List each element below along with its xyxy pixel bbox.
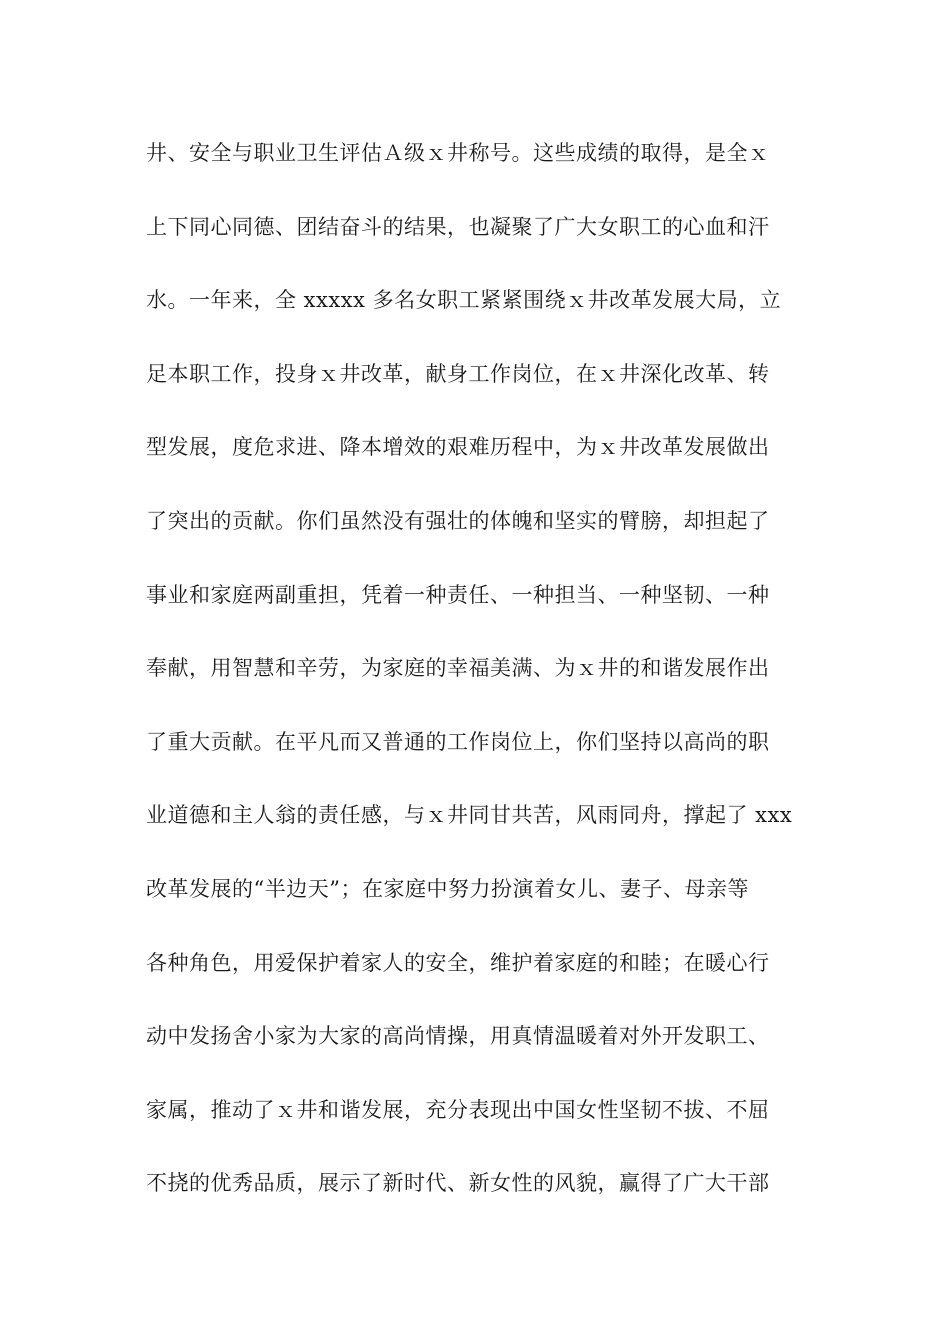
body-text	[146, 131, 826, 1235]
text-line: 了重大贡献。在平凡而又普通的工作岗位上，你们坚持以高尚的职	[146, 729, 770, 754]
text-line: 型发展，度危求进、降本增效的艰难历程中，为ｘ井改革发展做出	[146, 435, 770, 460]
text-line: 业道德和主人翁的责任感，与ｘ井同甘共苦，风雨同舟，撑起了 xxx	[146, 803, 793, 828]
text-line: 奉献，用智慧和辛劳，为家庭的幸福美满、为ｘ井的和谐发展作出	[146, 656, 770, 681]
text-line: 了突出的贡献。你们虽然没有强壮的体魄和坚实的臂膀，却担起了	[146, 508, 770, 533]
text-line: 水。一年来，全 xxxxx 多名女职工紧紧围绕ｘ井改革发展大局，立	[146, 288, 782, 313]
text-line: 事业和家庭两副重担，凭着一种责任、一种担当、一种坚韧、一种	[146, 582, 770, 607]
text-line: 改革发展的“半边天”；在家庭中努力扮演着女儿、妻子、母亲等	[146, 876, 749, 901]
text-line: 家属，推动了ｘ井和谐发展，充分表现出中国女性坚韧不拔、不屈	[146, 1097, 770, 1122]
text-line: 上下同心同德、团结奋斗的结果，也凝聚了广大女职工的心血和汗	[146, 214, 770, 239]
text-line: 各种角色，用爱保护着家人的安全，维护着家庭的和睦；在暖心行	[146, 950, 770, 975]
text-line: 动中发扬舍小家为大家的高尚情操，用真情温暖着对外开发职工、	[146, 1024, 770, 1049]
text-line: 不挠的优秀品质，展示了新时代、新女性的风貌，赢得了广大干部	[146, 1171, 770, 1196]
text-line: 井、安全与职业卫生评估Ａ级ｘ井称号。这些成绩的取得，是全ｘ	[146, 141, 770, 165]
text-line: 足本职工作，投身ｘ井改革，献身工作岗位，在ｘ井深化改革、转	[146, 361, 770, 386]
